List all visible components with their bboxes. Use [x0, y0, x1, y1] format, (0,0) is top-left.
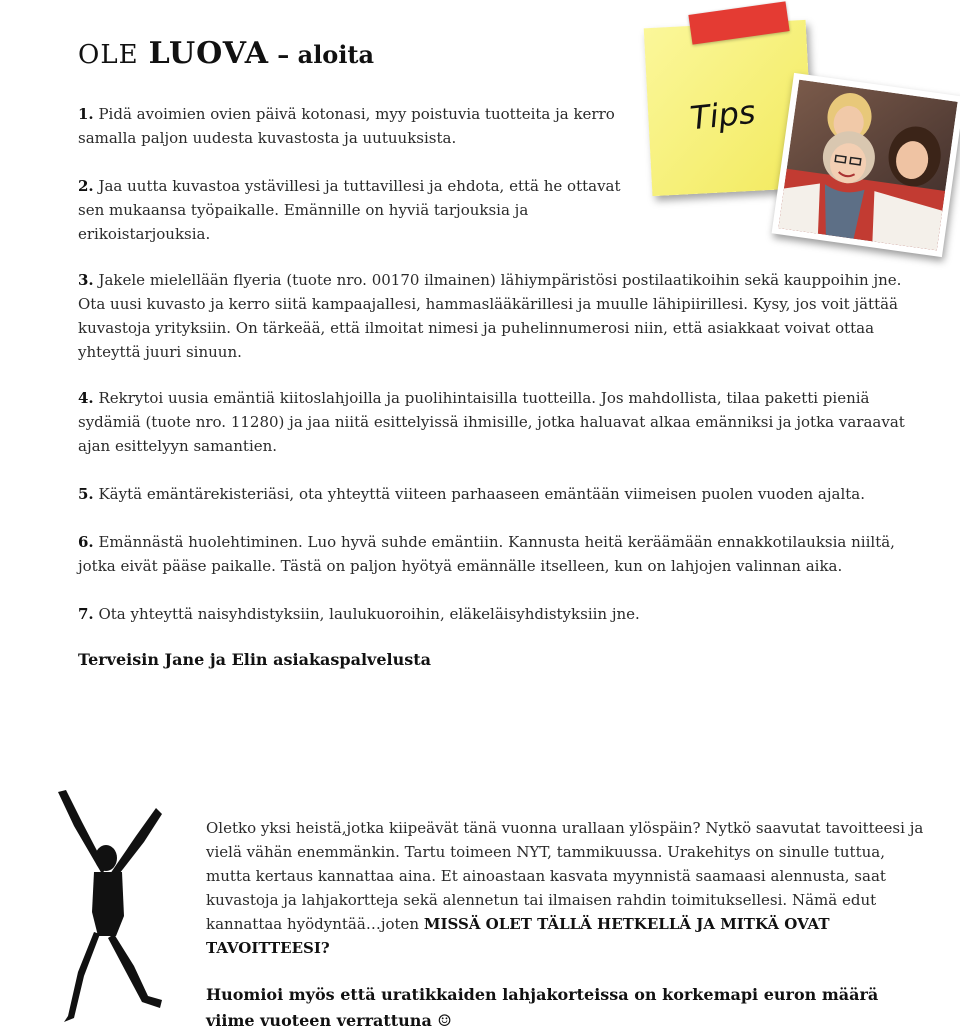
list-item-2 [78, 174, 638, 246]
item-number: 6. [78, 533, 94, 551]
item-number: 3. [78, 271, 94, 289]
page-title [78, 36, 374, 71]
career-text [206, 816, 926, 960]
gift-card-note: Huomioi myös että uratikkaiden lahjakorteissa on korkemapi euron määrä viime vuoteen verrattuna ☺ [206, 985, 879, 1030]
list-item-6 [78, 530, 926, 578]
tips-label: Tips [688, 92, 758, 138]
career-question: MISSÄ OLET TÄLLÄ HETKELLÄ JA MITKÄ OVAT TAVOITTEESI? [206, 915, 830, 957]
list-item-5 [78, 482, 926, 506]
item-number: 2. [78, 177, 94, 195]
item-text: Pidä avoimien ovien päivä kotonasi, myy poistuvia tuotteita ja kerro samalla paljon uudesta kuvastosta ja uutuuksista. [78, 105, 615, 147]
item-number: 1. [78, 105, 94, 123]
signature: Terveisin Jane ja Elin asiakaspalvelusta [78, 650, 431, 669]
title-part-aloita: – aloita [277, 40, 375, 69]
list-item-3 [78, 268, 926, 364]
title-part-ole: OLE [78, 40, 139, 70]
list-item-4 [78, 386, 926, 458]
item-number: 4. [78, 389, 94, 407]
runner-silhouette-icon [44, 786, 174, 1026]
item-text: Emännästä huolehtiminen. Luo hyvä suhde emäntiin. Kannusta heitä keräämään ennakkotilauksia niiltä, jotka eivät pääse paikalle. Tästä on paljon hyötyä emännälle itselleen, kun on lahjojen valinnan aika. [78, 533, 895, 575]
item-number: 5. [78, 485, 94, 503]
item-text: Jakele mielellään flyeria (tuote nro. 00170 ilmainen) lähiympäristösi postilaatikoihin sekä kauppoihin jne. Ota uusi kuvasto ja kerro siitä kampaajallesi, hammaslääkärillesi ja muulle lähipiirillesi. Kysy, jos voit jättää kuvastoja yrityksiin. On tärkeää, että ilmoitat nimesi ja puhelinnumerosi niin, että asiakkaat voivat ottaa yhteyttä juuri sinuun. [78, 271, 902, 361]
team-photo [772, 73, 960, 257]
item-text: Ota yhteyttä naisyhdistyksiin, laulukuoroihin, eläkeläisyhdistyksiin jne. [98, 605, 640, 623]
item-text: Jaa uutta kuvastoa ystävillesi ja tuttavillesi ja ehdota, että he ottavat sen mukaansa työpaikalle. Emännille on hyviä tarjouksia ja erikoistarjouksia. [78, 177, 621, 243]
item-text: Rekrytoi uusia emäntiä kiitoslahjoilla ja puolihintaisilla tuotteilla. Jos mahdollista, tilaa paketti pieniä sydämiä (tuote nro. 11280) ja jaa niitä esittelyissä ihmisille, jotka haluavat alkaa emänniksi ja jotka varaavat ajan esittelyyn samantien. [78, 389, 905, 455]
title-part-luova: LUOVA [148, 36, 270, 71]
team-photo-image [778, 80, 957, 251]
list-item-7 [78, 602, 926, 626]
item-number: 7. [78, 605, 94, 623]
career-body: Oletko yksi heistä,jotka kiipeävät tänä vuonna urallaan ylöspäin? Nytkö saavutat tavoitteesi ja vielä vähän enemmänkin. Tartu toimeen NYT, tammikuussa. Urakehitys on sinulle tuttua, mutta kertaus kannattaa aina. Et ainoastaan kasvata myynnistä saamaasi alennusta, saat kuvastoja ja lahjakortteja sekä alennetun tai ilmaisen rahdin toimituksellesi. Nämä edut kannattaa hyödyntää…joten [206, 819, 924, 933]
item-text: Käytä emäntärekisteriäsi, ota yhteyttä viiteen parhaaseen emäntään viimeisen puolen vuoden ajalta. [98, 485, 865, 503]
list-item-1 [78, 102, 638, 150]
